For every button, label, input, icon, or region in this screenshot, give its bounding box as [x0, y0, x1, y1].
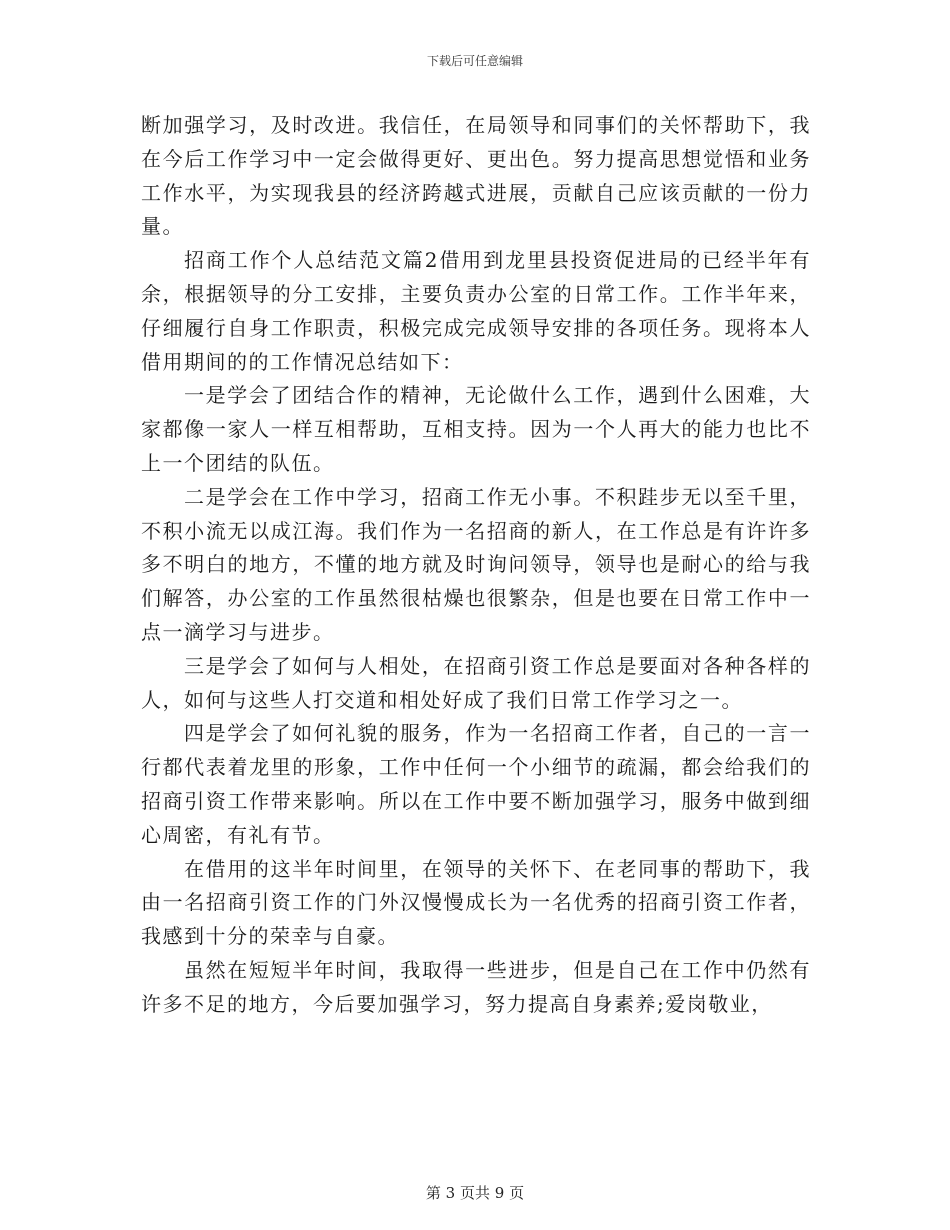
- paragraph-8: 虽然在短短半年时间，我取得一些进步，但是自己在工作中仍然有许多不足的地方，今后要加强学习，努力提高自身素养;爱岗敬业，: [141, 957, 811, 1016]
- paragraph-5: 三是学会了如何与人相处，在招商引资工作总是要面对各种各样的人，如何与这些人打交道和相处好成了我们日常工作学习之一。: [141, 653, 811, 712]
- document-body: [141, 109, 811, 1022]
- paragraph-1: 断加强学习，及时改进。我信任，在局领导和同事们的关怀帮助下，我在今后工作学习中一定会做得更好、更出色。努力提高思想觉悟和业务工作水平，为实现我县的经济跨越式进展，贡献自己应该贡献的一份力量。: [141, 113, 811, 239]
- paragraph-7: 在借用的这半年时间里，在领导的关怀下、在老同事的帮助下，我由一名招商引资工作的门外汉慢慢成长为一名优秀的招商引资工作者，我感到十分的荣幸与自豪。: [141, 856, 811, 949]
- page-header-note: 下载后可任意编辑: [426, 54, 523, 68]
- page-number: 第 3 页共 9 页: [425, 1184, 525, 1202]
- paragraph-4: 二是学会在工作中学习，招商工作无小事。不积跬步无以至千里，不积小流无以成江海。我们作为一名招商的新人，在工作总是有许许多多不明白的地方，不懂的地方就及时询问领导，领导也是耐心的给与我们解答，办公室的工作虽然很枯燥也很繁杂，但是也要在日常工作中一点一滴学习与进步。: [141, 484, 811, 644]
- paragraph-3: 一是学会了团结合作的精神，无论做什么工作，遇到什么困难，大家都像一家人一样互相帮助，互相支持。因为一个人再大的能力也比不上一个团结的队伍。: [141, 383, 811, 475]
- paragraph-6: 四是学会了如何礼貌的服务，作为一名招商工作者，自己的一言一行都代表着龙里的形象，工作中任何一个小细节的疏漏，都会给我们的招商引资工作带来影响。所以在工作中要不断加强学习，服务中做到细心周密，有礼有节。: [141, 721, 811, 847]
- paragraph-2: 招商工作个人总结范文篇2借用到龙里县投资促进局的已经半年有余，根据领导的分工安排，主要负责办公室的日常工作。工作半年来，仔细履行自身工作职责，积极完成完成领导安排的各项任务。现将本人借用期间的的工作情况总结如下：: [141, 248, 811, 374]
